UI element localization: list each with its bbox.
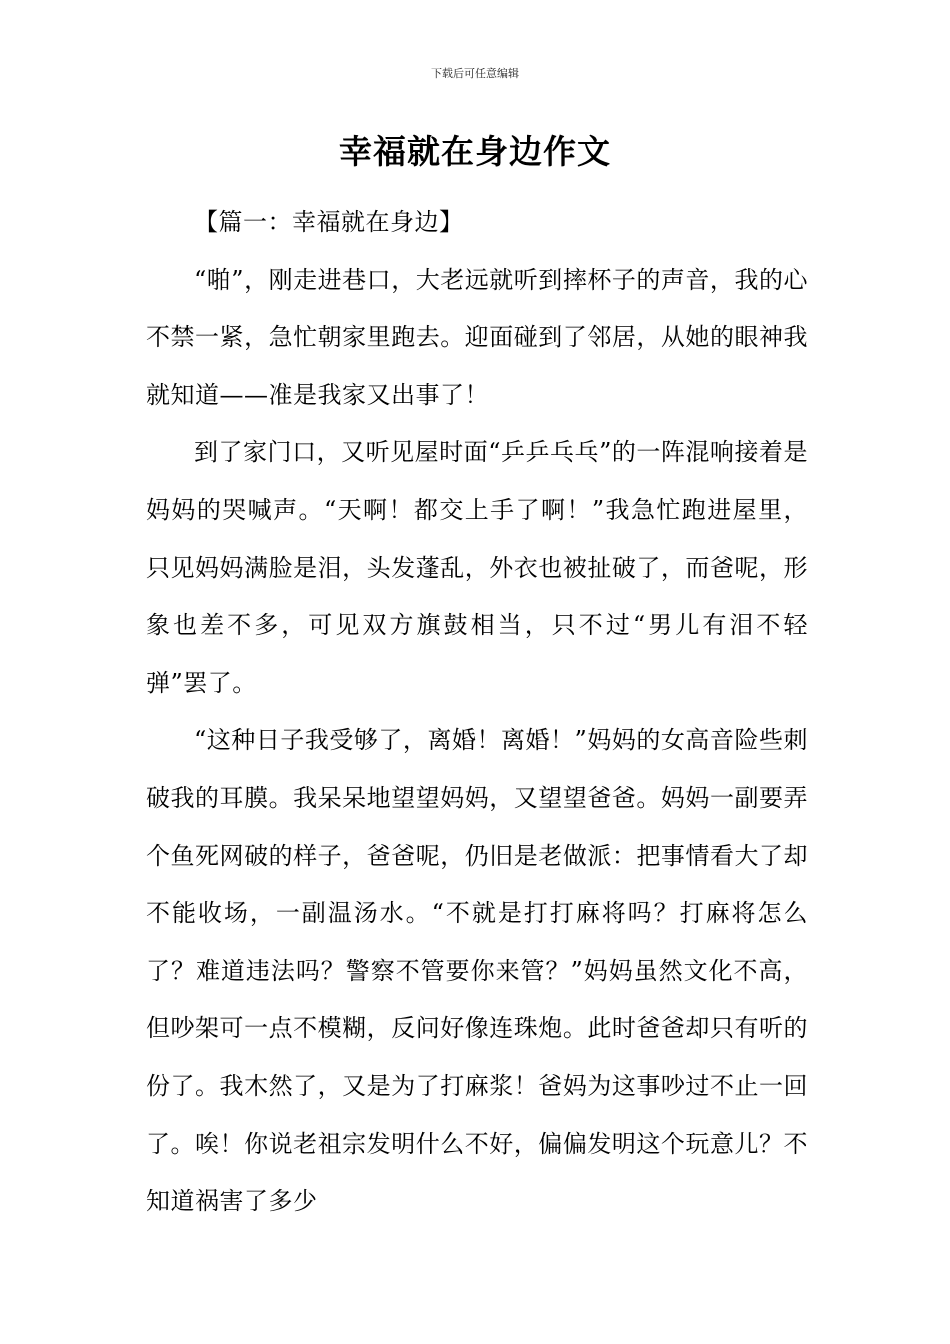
document-title: 幸福就在身边作文 [339, 132, 611, 171]
paragraph: “啪”，刚走进巷口，大老远就听到摔杯子的声音，我的心不禁一紧，急忙朝家里跑去。迎面碰到了邻居，从她的眼神我就知道——准是我家又出事了！ [146, 265, 808, 409]
document-body [146, 194, 808, 1231]
paragraph: “这种日子我受够了，离婚！离婚！”妈妈的女高音险些刺破我的耳膜。我呆呆地望望妈妈，又望望爸爸。妈妈一副要弄个鱼死网破的样子，爸爸呢，仍旧是老做派：把事情看大了却不能收场，一副温汤水。“不就是打打麻将吗？打麻将怎么了？难道违法吗？警察不管要你来管？”妈妈虽然文化不高，但吵架可一点不模糊，反问好像连珠炮。此时爸爸却只有听的份了。我木然了，又是为了打麻浆！爸妈为这事吵过不止一回了。唉！你说老祖宗发明什么不好，偏偏发明这个玩意儿？不知道祸害了多少 [146, 726, 808, 1216]
header-note: 下载后可任意编辑 [431, 67, 519, 80]
paragraph: 到了家门口，又听见屋时面“乒乒乓乓”的一阵混响接着是妈妈的哭喊声。“天啊！都交上手了啊！”我急忙跑进屋里，只见妈妈满脸是泪，头发蓬乱，外衣也被扯破了，而爸呢，形象也差不多，可见双方旗鼓相当，只不过“男儿有泪不轻弹”罢了。 [146, 438, 808, 697]
section-heading: 【篇一：幸福就在身边】 [194, 208, 464, 236]
